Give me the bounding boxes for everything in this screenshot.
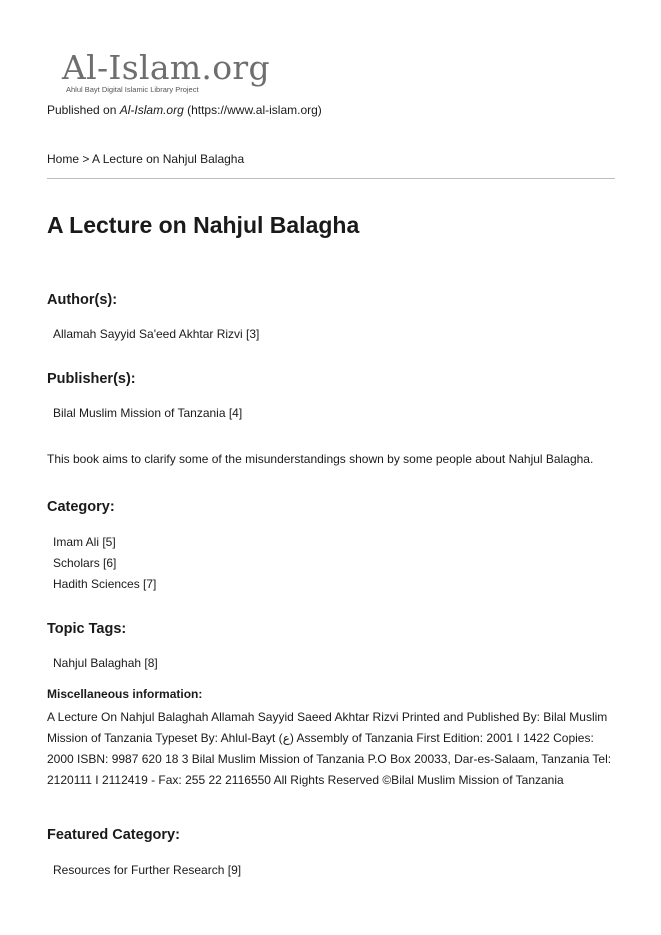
authors-heading: Author(s): [47,292,118,308]
category-link[interactable]: Scholars [6] [53,556,117,570]
breadcrumb-separator: > [82,152,90,166]
published-site-link[interactable]: Al-Islam.org [119,103,184,117]
published-prefix: Published on [47,103,117,117]
featured-category-link[interactable]: Resources for Further Research [9] [53,863,242,877]
topic-tag-link[interactable]: Nahjul Balaghah [8] [53,656,158,670]
header-divider [47,178,615,179]
author-link[interactable]: Allamah Sayyid Sa'eed Akhtar Rizvi [3] [53,327,260,341]
logo-title: Al-Islam.org [62,48,270,87]
misc-text: A Lecture On Nahjul Balaghah Allamah Sayyid Saeed Akhtar Rizvi Printed and Published By: Bilal Muslim Mission of Tanzania Typeset By: Ahlul-Bayt (ع) Assembly of Tanzania First Edition: 2001 I 1422 Copies: 2000 ISBN: 9987 620 18 3 Bilal Muslim Mission of Tanzania P.O Box 20033, Dar-es-Salaam, Tanzania Tel: 2120111 I 2112419 - Fax: 255 22 2116550 All Rights Reserved ©Bilal Muslim Mission of Tanzania [47,710,612,787]
category-link[interactable]: Hadith Sciences [7] [53,577,157,591]
category-link[interactable]: Imam Ali [5] [53,535,116,549]
featured-category-heading: Featured Category: [47,827,180,843]
misc-heading: Miscellaneous information: [47,687,203,701]
book-description: This book aims to clarify some of the misunderstandings shown by some people about Nahjul Balagha. [47,452,594,466]
breadcrumb-home-link[interactable]: Home [47,152,80,166]
published-line [47,102,322,118]
breadcrumb [47,151,244,167]
breadcrumb-current: A Lecture on Nahjul Balagha [92,152,245,166]
logo-subtitle: Ahlul Bayt Digital Islamic Library Project [66,85,199,94]
topic-tags-heading: Topic Tags: [47,621,127,637]
category-heading: Category: [47,499,115,515]
publisher-link[interactable]: Bilal Muslim Mission of Tanzania [4] [53,406,243,420]
site-logo[interactable] [62,48,270,96]
page-title: A Lecture on Nahjul Balagha [47,212,360,238]
published-url[interactable]: (https://www.al-islam.org) [187,103,322,117]
publishers-heading: Publisher(s): [47,371,136,387]
